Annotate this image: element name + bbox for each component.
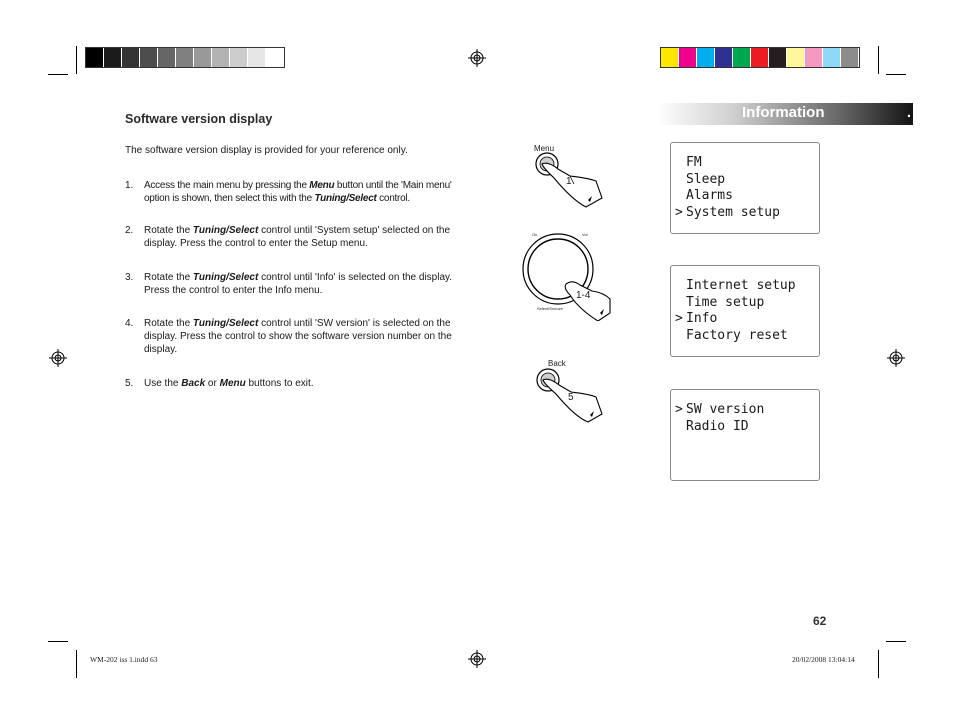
lcd-text: SW version <box>686 402 765 417</box>
menu-step-number: 1 <box>566 176 572 187</box>
calibration-swatch <box>104 48 122 67</box>
step-text <box>144 317 470 356</box>
calibration-swatch <box>266 48 284 67</box>
step-text <box>144 377 470 390</box>
intro-paragraph: The software version display is provided for your reference only. <box>125 145 408 156</box>
registration-mark-icon <box>887 349 905 367</box>
step-emphasis: Tuning/Select <box>314 193 377 204</box>
dial-step-number: 1-4 <box>576 290 591 301</box>
lcd-line <box>671 188 819 205</box>
calibration-swatch <box>715 48 733 67</box>
calibration-swatch <box>787 48 805 67</box>
lcd-text: Info <box>686 311 718 326</box>
calibration-swatch <box>176 48 194 67</box>
calibration-swatch <box>158 48 176 67</box>
footer-file-info: WM-202 iss 1.indd 63 <box>90 655 158 664</box>
calibration-swatch <box>140 48 158 67</box>
calibration-swatch <box>823 48 841 67</box>
calibration-swatch <box>805 48 823 67</box>
footer-timestamp: 20/02/2008 13:04:14 <box>792 655 855 664</box>
registration-mark-icon <box>468 49 486 67</box>
step-number: 5. <box>125 378 134 389</box>
lcd-text: Time setup <box>686 294 765 310</box>
crop-mark <box>76 46 77 74</box>
step-text-part: control until 'SW version' is selected on the display. Press the control to show the software version number on the display. <box>144 318 452 355</box>
calibration-swatch <box>212 48 230 67</box>
tuning-select-dial-icon <box>520 229 620 321</box>
registration-mark-icon <box>49 349 67 367</box>
step-text-part: Rotate the <box>144 272 193 283</box>
step-text-part: control until 'Info' is selected on the display. Press the control to enter the Info menu. <box>144 272 453 296</box>
crop-mark <box>76 650 77 678</box>
step-number: 1. <box>125 180 134 191</box>
calibration-swatch <box>194 48 212 67</box>
section-title: Information <box>742 104 825 121</box>
lcd-cursor: > <box>675 402 683 417</box>
step-emphasis: Menu <box>219 378 246 389</box>
step-4 <box>125 317 470 356</box>
step-number: 2. <box>125 225 134 236</box>
step-emphasis: Menu <box>309 180 335 191</box>
dial-left-label: On <box>532 232 538 237</box>
calibration-swatch <box>661 48 679 67</box>
step-number: 3. <box>125 272 134 283</box>
color-calibration-bar <box>661 48 859 67</box>
step-text <box>144 271 470 297</box>
calibration-swatch <box>122 48 140 67</box>
step-emphasis: Back <box>181 378 206 389</box>
lcd-screen-main-menu <box>670 142 820 234</box>
lcd-text: Alarms <box>686 188 733 203</box>
menu-button-label: Menu <box>534 144 555 153</box>
lcd-cursor: > <box>675 311 683 326</box>
step-text-part: buttons to exit. <box>245 378 314 389</box>
step-text-part: Access the main menu by pressing the <box>144 180 310 191</box>
step-text-part: control until 'System setup' selected on the display. Press the control to enter the Setup menu. <box>144 225 451 249</box>
calibration-swatch <box>769 48 787 67</box>
lcd-line <box>671 311 819 328</box>
section-header-bar <box>657 103 913 125</box>
crop-mark <box>886 641 906 642</box>
step-text-part: or <box>205 378 220 389</box>
step-text-part: button until the 'Main menu' option is shown, then select this with the <box>144 180 452 204</box>
step-text-part: Rotate the <box>144 318 193 329</box>
step-emphasis: Tuning/Select <box>192 318 259 329</box>
calibration-swatch <box>697 48 715 67</box>
page-number: 62 <box>813 614 827 628</box>
step-text-part: control. <box>376 193 410 204</box>
lcd-line <box>671 295 819 312</box>
step-text-part: Use the <box>144 378 182 389</box>
step-emphasis: Tuning/Select <box>192 272 259 283</box>
lcd-text: System setup <box>686 204 780 220</box>
lcd-line <box>671 172 819 189</box>
back-step-number: 5 <box>568 392 574 403</box>
step-text <box>144 179 470 205</box>
lcd-text: Sleep <box>686 171 726 187</box>
grayscale-calibration-bar <box>86 48 284 67</box>
lcd-cursor: > <box>675 204 683 220</box>
step-number: 4. <box>125 318 134 329</box>
step-3 <box>125 271 470 297</box>
calibration-swatch <box>86 48 104 67</box>
lcd-text: Radio ID <box>686 418 749 434</box>
step-text-part: Rotate the <box>144 225 193 236</box>
lcd-line <box>671 402 819 419</box>
step-emphasis: Tuning/Select <box>192 225 259 236</box>
calibration-swatch <box>248 48 266 67</box>
step-1 <box>125 179 470 205</box>
step-text <box>144 224 470 250</box>
lcd-screen-setup-menu <box>670 265 820 357</box>
registration-mark-icon <box>468 650 486 668</box>
crop-mark <box>878 46 879 74</box>
calibration-swatch <box>733 48 751 67</box>
calibration-swatch <box>679 48 697 67</box>
lcd-text: Internet setup <box>686 278 796 293</box>
lcd-text: FM <box>686 155 702 170</box>
lcd-line <box>671 278 819 295</box>
lcd-text: Factory reset <box>686 327 788 343</box>
dial-right-label: Vol <box>582 232 588 237</box>
calibration-swatch <box>841 48 859 67</box>
lcd-line <box>671 419 819 436</box>
crop-mark <box>48 641 68 642</box>
lcd-screen-info-menu <box>670 389 820 481</box>
calibration-swatch <box>751 48 769 67</box>
dial-bottom-label: Select/Snooze <box>537 306 563 311</box>
step-2 <box>125 224 470 250</box>
section-title-dot: . <box>906 104 911 121</box>
lcd-line <box>671 155 819 172</box>
back-button-label: Back <box>548 359 566 368</box>
crop-mark <box>878 650 879 678</box>
lcd-line <box>671 328 819 345</box>
page-heading: Software version display <box>125 112 273 126</box>
step-5 <box>125 377 470 390</box>
crop-mark <box>48 74 68 75</box>
crop-mark <box>886 74 906 75</box>
calibration-swatch <box>230 48 248 67</box>
lcd-line <box>671 205 819 222</box>
